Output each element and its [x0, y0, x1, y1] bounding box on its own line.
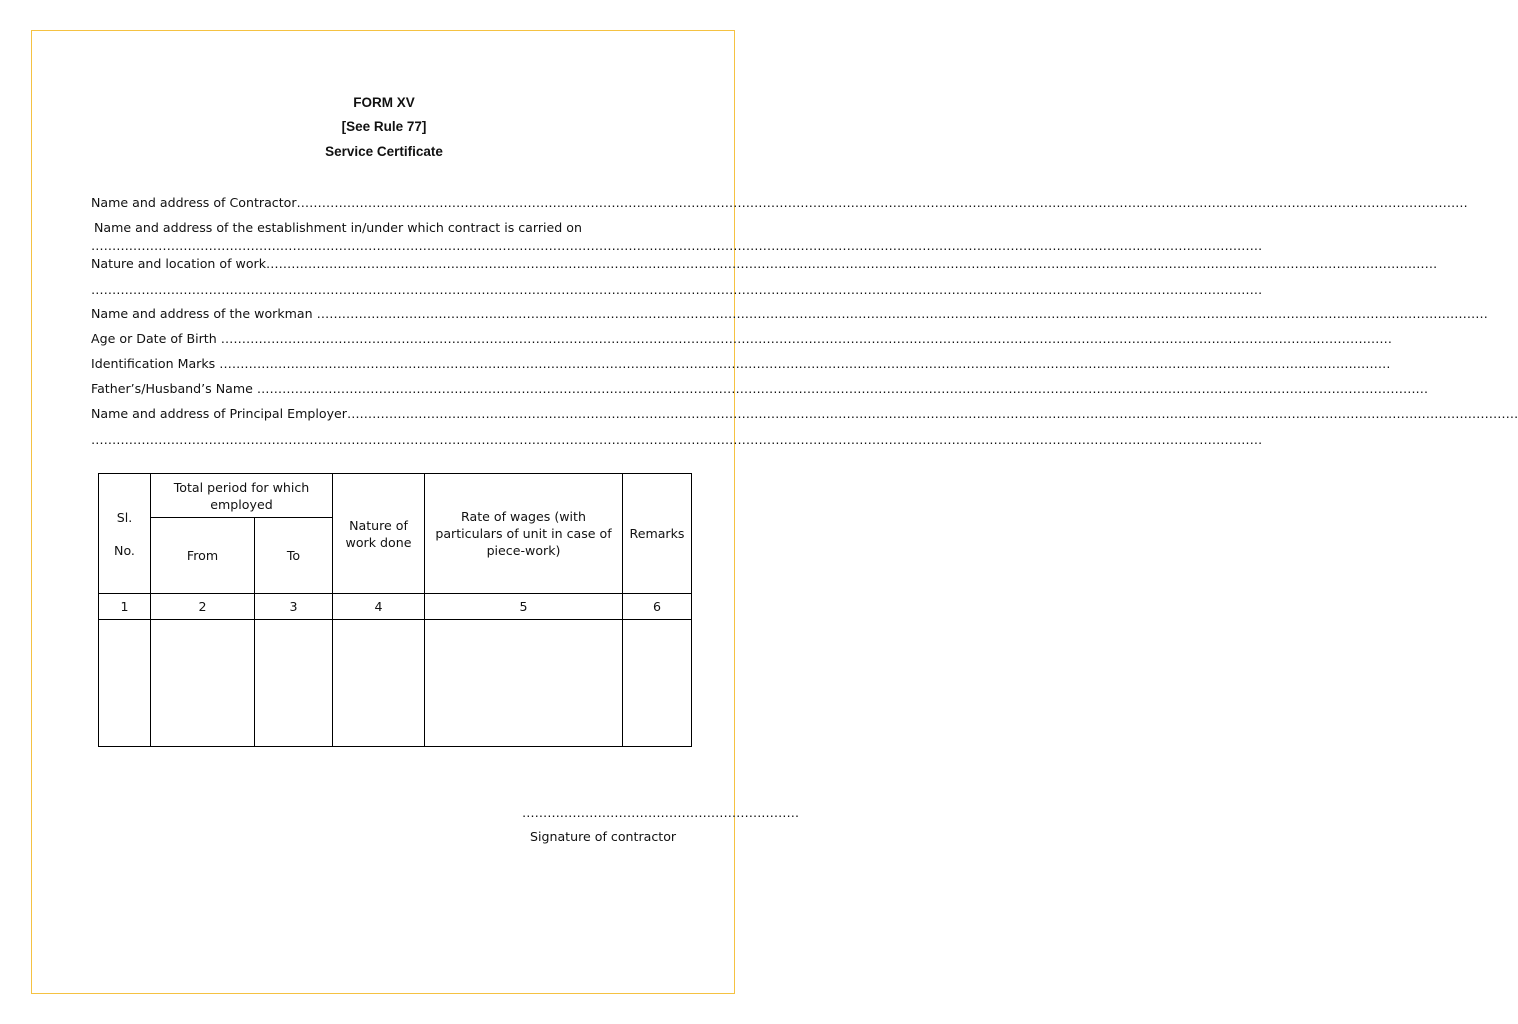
remarks-cell[interactable]	[623, 620, 692, 747]
col-number-6: 6	[623, 594, 692, 620]
father-husband-field	[91, 381, 1429, 397]
age-dob-label: Age or Date of Birth	[91, 331, 217, 346]
workman-dots: ………………………………………………………………………………………………………………………………………………………………………………………………………………………………………………………	[316, 306, 1488, 321]
table-row	[99, 620, 692, 747]
establishment-field	[94, 220, 677, 236]
workman-label: Name and address of the workman	[91, 306, 313, 321]
to-header: To	[255, 518, 333, 594]
sl-label: Sl.	[116, 509, 133, 525]
nature-location-dots: ………………………………………………………………………………………………………………………………………………………………………………………………………………………………………………………	[266, 256, 1438, 271]
rate-of-wages-cell[interactable]	[425, 620, 623, 747]
signature-label: Signature of contractor	[530, 829, 677, 844]
service-table	[98, 473, 692, 747]
age-dob-dots: ………………………………………………………………………………………………………………………………………………………………………………………………………………………………………………………	[220, 331, 1392, 346]
identification-field	[91, 356, 1391, 372]
total-period-header: Total period for which employed	[151, 474, 333, 518]
contractor-label: Name and address of Contractor	[91, 195, 297, 210]
nature-location-dots-line	[91, 282, 1263, 298]
establishment-label: Name and address of the establishment in/under which contract is carried on	[94, 220, 582, 235]
from-header: From	[151, 518, 255, 594]
sl-no-cell[interactable]	[99, 620, 151, 747]
table-header-row	[99, 474, 692, 518]
principal-employer-dots: ………………………………………………………………………………………………………………………………………………………………………………………………………………………………………………………	[346, 406, 1518, 421]
establishment-dots-line	[91, 238, 1263, 254]
contractor-field	[91, 195, 1468, 211]
form-title: FORM XV	[353, 95, 415, 110]
from-cell[interactable]	[151, 620, 255, 747]
col-number-5: 5	[425, 594, 623, 620]
column-number-row	[99, 594, 692, 620]
age-dob-field	[91, 331, 1392, 347]
nature-of-work-header: Nature of work done	[333, 474, 425, 594]
principal-employer-label: Name and address of Principal Employer	[91, 406, 347, 421]
remarks-header: Remarks	[623, 474, 692, 594]
col-number-4: 4	[333, 594, 425, 620]
certificate-title: Service Certificate	[325, 144, 443, 159]
rate-of-wages-header: Rate of wages (with particulars of unit in case of piece-work)	[425, 474, 623, 594]
contractor-dots: ………………………………………………………………………………………………………………………………………………………………………………………………………………………………………………………	[296, 195, 1468, 210]
principal-employer-field	[91, 406, 1518, 422]
nature-of-work-cell[interactable]	[333, 620, 425, 747]
to-cell[interactable]	[255, 620, 333, 747]
col-number-1: 1	[99, 594, 151, 620]
sl-no-header	[99, 474, 151, 594]
principal-employer-extra-dots: ………………………………………………………………………………………………………………………………………………………………………………………………………………………………………………………	[91, 432, 1263, 447]
col-number-2: 2	[151, 594, 255, 620]
nature-location-extra-dots: ………………………………………………………………………………………………………………………………………………………………………………………………………………………………………………………	[91, 282, 1263, 297]
identification-dots: ………………………………………………………………………………………………………………………………………………………………………………………………………………………………………………………	[219, 356, 1391, 371]
rule-reference: [See Rule 77]	[341, 119, 427, 134]
workman-field	[91, 306, 1488, 322]
establishment-dots: ………………………………………………………………………………………………………………………………………………………………………………………………………………………………………………………	[91, 238, 1263, 253]
no-label: No.	[114, 542, 135, 558]
nature-location-field	[91, 256, 1438, 272]
signature-line: …………………………………………………………	[522, 805, 800, 820]
father-husband-dots: ………………………………………………………………………………………………………………………………………………………………………………………………………………………………………………………	[256, 381, 1429, 396]
col-number-3: 3	[255, 594, 333, 620]
principal-employer-dots-line	[91, 432, 1263, 448]
identification-label: Identification Marks	[91, 356, 216, 371]
father-husband-label: Father’s/Husband’s Name	[91, 381, 253, 396]
nature-location-label: Nature and location of work	[91, 256, 266, 271]
